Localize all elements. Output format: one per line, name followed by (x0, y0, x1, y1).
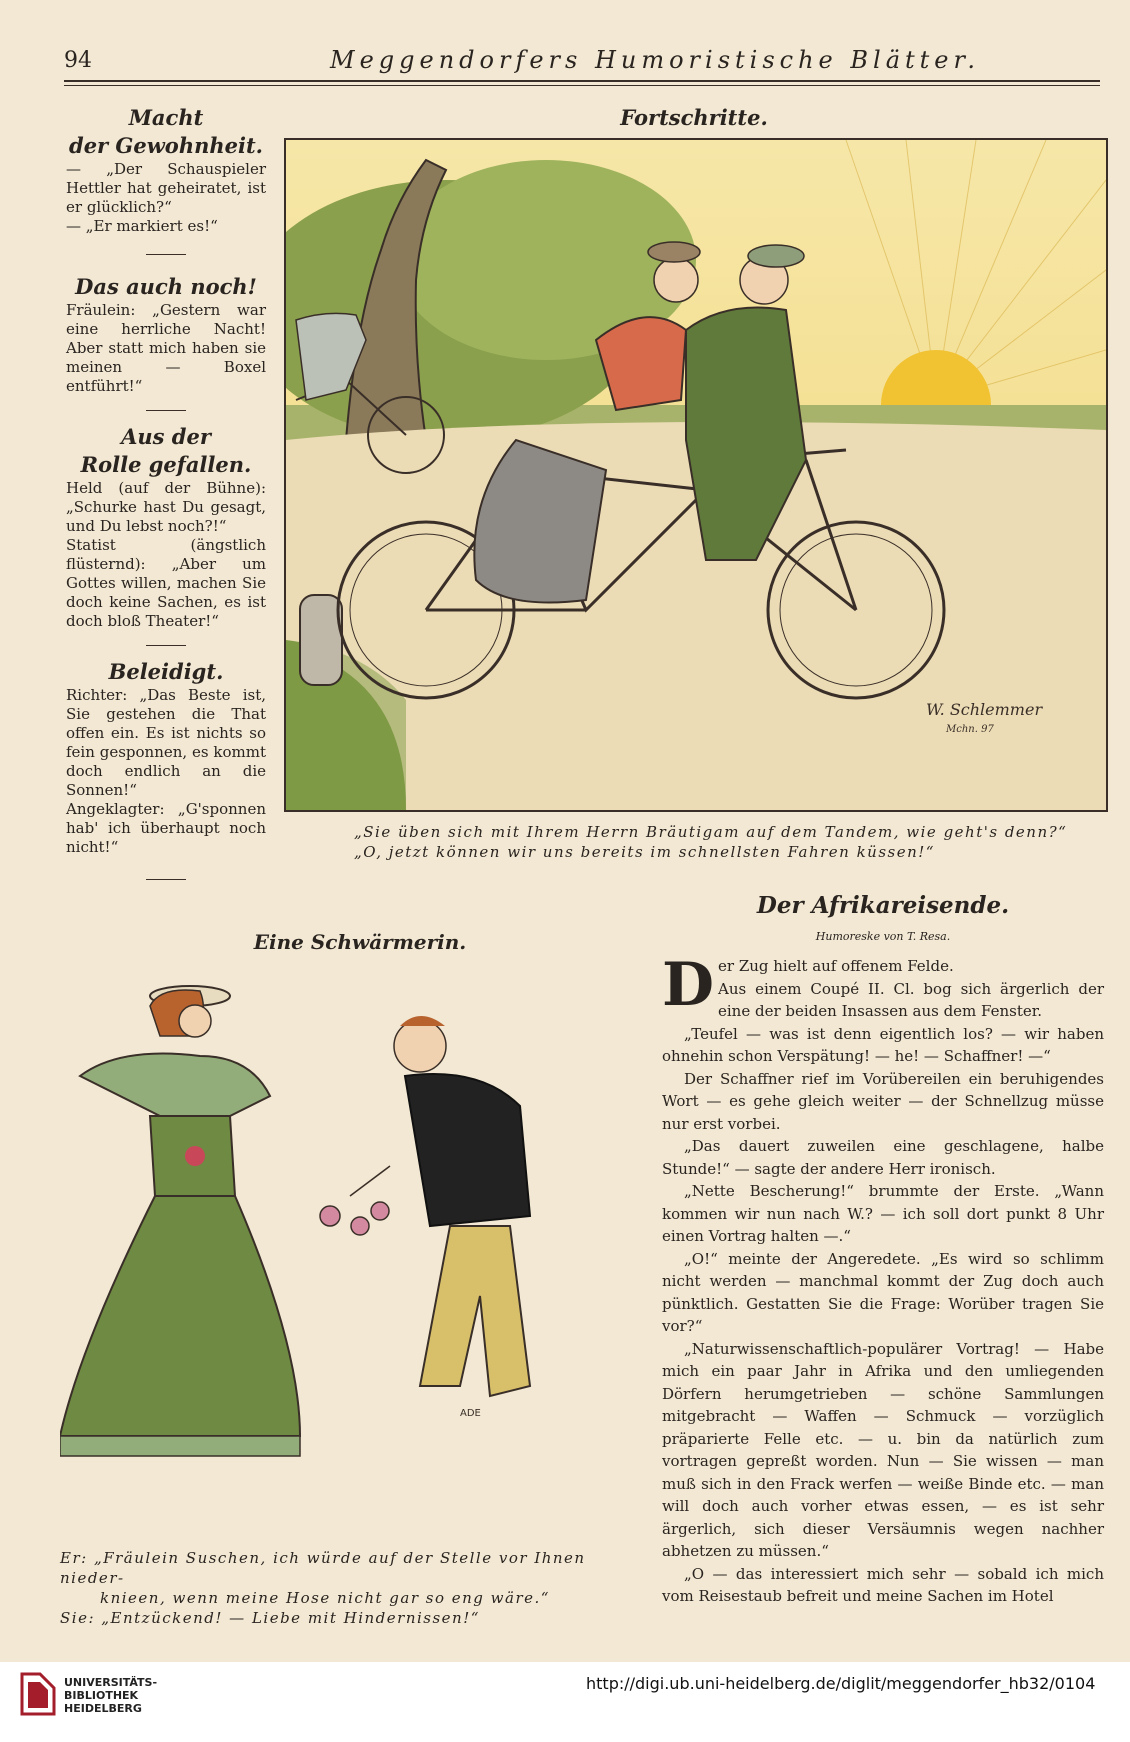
story-text (662, 950, 1104, 1608)
joke-line: — „Er markiert es!“ (66, 217, 218, 235)
schwaermerin-illustration (60, 966, 620, 1526)
story-opening-text (718, 955, 1104, 1023)
story-paragraph: „Naturwissenschaftlich-populärer Vortrag! — Habe mich ein paar Jahr in Afrika und den umliegenden Dörfern herumgetrieben — schöne Sammlungen mitgebracht — Waffen — Schmuck — vorzüglich präparierte Felle etc. — u. bin da natürlich zum vortragen gepreßt worden. Nun — Sie wissen — man muß sich in den Frack werfen — weiße Binde etc. — man will doch auch vorher etwas essen, — es ist sehr ärgerlich, sich dieser Versäumnis wegen nachher abhetzen zu müssen.“ (662, 1339, 1104, 1560)
second-cartoon-caption (60, 1548, 640, 1628)
second-cartoon-signature: ADE (460, 1408, 481, 1419)
cartoon-caption (354, 822, 1114, 862)
caption-line: „O, jetzt können wir uns bereits im schnellsten Fahren küssen!“ (354, 843, 935, 861)
story-paragraph: „Teufel — was ist denn eigentlich los? — wir haben ohnehin schon Verspätung! — he! — Schaffner! —“ (662, 1024, 1104, 1065)
caption-line: Er: „Fräulein Suschen, ich würde auf der Stelle vor Ihnen nieder- (60, 1549, 586, 1587)
divider (146, 645, 186, 646)
story-paragraph: Aus einem Coupé II. Cl. bog sich ärgerlich der eine der beiden Insassen aus dem Fenster. (718, 979, 1104, 1020)
joke-title-line: Aus der (121, 424, 211, 449)
story-byline: Humoreske von T. Resa. (815, 930, 951, 943)
library-name-line: BIBLIOTHEK (64, 1689, 139, 1702)
cartoon-title: Fortschritte. (620, 105, 768, 130)
tandem-cartoon (284, 138, 1108, 812)
header-rule (64, 80, 1100, 82)
joke-line: Fräulein: „Gestern war eine herrliche Nacht! Aber statt mich haben sie meinen — Boxel entführt!“ (66, 301, 266, 395)
caption-line: Sie: „Entzückend! — Liebe mit Hindernissen!“ (60, 1609, 480, 1627)
divider (146, 254, 186, 255)
story-opening (662, 950, 1104, 1023)
story-paragraph: „Nette Bescherung!“ brummte der Erste. „Wann kommen wir nun nach W.? — ich soll dort punkt 8 Uhr einen Vortrag halten —.“ (662, 1182, 1104, 1245)
joke-line: Richter: „Das Beste ist, Sie gestehen die That offen ein. Es ist nichts so fein gesponnen, es kommt doch endlich an die Sonnen!“ (66, 686, 266, 799)
main-cartoon-signature: W. Schlemmer (926, 700, 1043, 719)
page-number: 94 (64, 48, 92, 73)
library-name-line: UNIVERSITÄTS- (64, 1676, 158, 1689)
joke-line: Statist (ängstlich flüsternd): „Aber um Gottes willen, machen Sie doch keine Sachen, es ist doch bloß Theater!“ (66, 536, 266, 630)
joke-title-line: Macht (128, 105, 204, 130)
library-name-line: HEIDELBERG (64, 1702, 142, 1715)
joke-title-line: Rolle gefallen. (80, 452, 252, 477)
milestone (300, 595, 342, 685)
drop-cap: D (662, 950, 715, 1020)
joke-title (66, 658, 266, 686)
joke-line: — „Der Schauspieler Hettler hat geheiratet, ist er glücklich?“ (66, 160, 266, 216)
second-cartoon-title: Eine Schwärmerin. (253, 930, 467, 954)
joke-line: Angeklagter: „G'sponnen hab' ich überhaupt noch nicht!“ (66, 800, 266, 856)
running-title: Meggendorfers Humoristische Blätter. (330, 46, 980, 74)
joke-title-line: Das auch noch! (75, 274, 257, 299)
joke-title-line: Beleidigt. (108, 659, 224, 684)
tandem-illustration (286, 140, 1106, 810)
story-paragraph: „O — das interessiert mich sehr — sobald ich mich vom Reisestaub befreit und meine Sachen im Hotel (662, 1564, 1104, 1605)
joke-title (66, 423, 266, 479)
story-paragraph: „O!“ meinte der Angeredete. „Es wird so schlimm nicht werden — manchmal kommt der Zug doch auch pünktlich. Gestatten Sie die Frage: Worüber tragen Sie vor?“ (662, 1249, 1104, 1335)
joke-line: Held (auf der Bühne): „Schurke hast Du gesagt, und Du lebst noch?!“ (66, 479, 266, 535)
divider (146, 410, 186, 411)
header-rule-thin (64, 85, 1100, 86)
university-library-logo-icon (18, 1670, 58, 1718)
story-first-line: er Zug hielt auf offenem Felde. (718, 957, 954, 975)
joke-title (66, 273, 266, 301)
joke-title (66, 104, 266, 160)
story-title: Der Afrikareisende. (756, 892, 1010, 919)
divider (146, 879, 186, 880)
library-name (64, 1676, 157, 1715)
joke-title-line: der Gewohnheit. (69, 133, 263, 158)
caption-line: „Sie üben sich mit Ihrem Herrn Bräutigam auf dem Tandem, wie geht's denn?“ (354, 823, 1068, 841)
caption-line: knieen, wenn meine Hose nicht gar so eng wäre.“ (100, 1589, 550, 1607)
story-paragraph: „Das dauert zuweilen eine geschlagene, halbe Stunde!“ — sagte der andere Herr ironisch. (662, 1137, 1104, 1178)
main-cartoon-signature-date: Mchn. 97 (946, 724, 994, 735)
source-url[interactable]: http://digi.ub.uni-heidelberg.de/diglit/meggendorfer_hb32/0104 (586, 1674, 1096, 1693)
sidebar-jokes (66, 104, 266, 888)
story-paragraph: Der Schaffner rief im Vorübereilen ein beruhigendes Wort — es gehe gleich weiter — der Schnellzug müsse nur erst vorbei. (662, 1069, 1104, 1133)
